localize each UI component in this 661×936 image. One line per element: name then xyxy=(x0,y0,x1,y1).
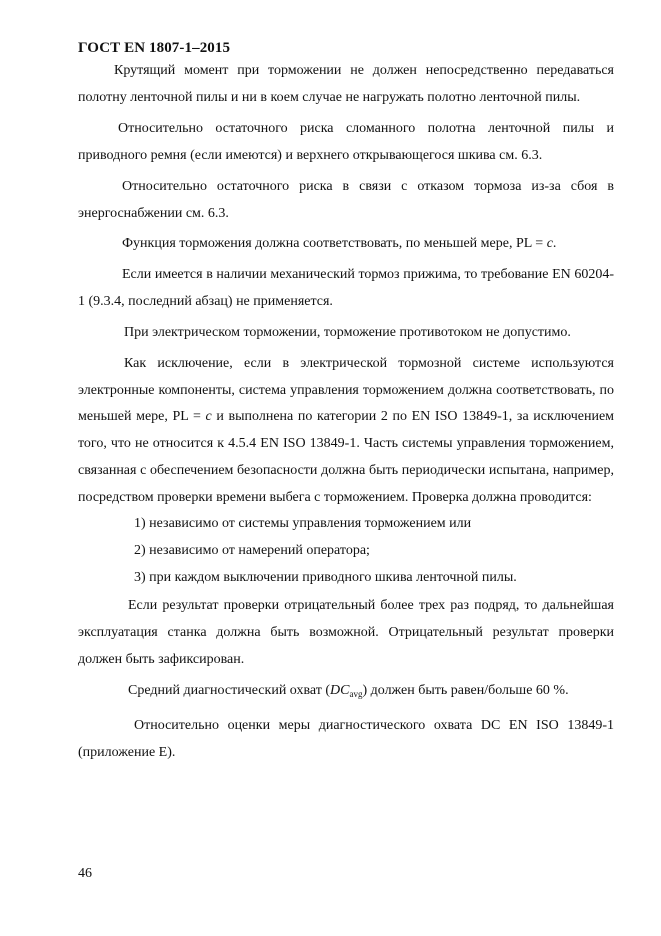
paragraph-braking-function xyxy=(78,231,614,258)
braking-function-suffix: . xyxy=(552,236,557,252)
exception-text-part1: Как исключение, если в электрической тормозной системе используются электронные компоненты, система управления торможением должна соответствовать, по меньшей мере, PL = xyxy=(78,356,614,425)
paragraph-dc-assessment: Относительно оценки меры диагностического охвата DC EN ISO 13849-1 (приложение Е). xyxy=(78,718,614,760)
paragraph-exception xyxy=(78,351,614,511)
dc-suffix: ) должен быть равен/больше 60 %. xyxy=(362,683,569,699)
paragraph-residual-risk-blade: Относительно остаточного риска сломанного полотна ленточной пилы и приводного ремня (если имеются) и верхнего открывающегося шкива см. 6.3. xyxy=(78,121,614,164)
exception-text-part2: и выполнена по категории 2 по EN ISO 13849-1, за исключением того, что не относится к 4.5.4 EN ISO 13849-1. Часть системы управления торможением, связанная с обеспечением безопасности должна быть периодически испытана, например, посредством проверки времени выбега с торможением. Проверка должна проводится: xyxy=(78,409,615,505)
dc-sub: avg xyxy=(349,689,363,700)
list-item: 3) при каждом выключении приводного шкива ленточной пилы. xyxy=(134,569,517,585)
pl-value-2: c xyxy=(205,409,212,425)
pl-value: c xyxy=(546,236,553,252)
paragraph-electric-braking: При электрическом торможении, торможение противотоком не допустимо. xyxy=(124,325,571,341)
list-item: 2) независимо от намерений оператора; xyxy=(134,542,370,558)
paragraph-negative-result: Если результат проверки отрицательный более трех раз подряд, то дальнейшая эксплуатация станка должна быть возможной. Отрицательный результат проверки должен быть зафиксирован. xyxy=(78,598,614,667)
page-number: 46 xyxy=(78,866,92,881)
list-item: 1) независимо от системы управления торможением или xyxy=(134,516,472,532)
dc-var: DC xyxy=(330,683,350,699)
document-body xyxy=(78,58,614,767)
document-header: ГОСТ EN 1807-1–2015 xyxy=(78,40,231,56)
paragraph-mechanical-brake: Если имеется в наличии механический тормоз прижима, то требование EN 60204-1 (9.3.4, последний абзац) не применяется. xyxy=(78,266,614,309)
paragraph-braking-torque: Крутящий момент при торможении не должен непосредственно передаваться полотну ленточной пилы и ни в коем случае не нагружать полотно ленточной пилы. xyxy=(78,63,614,105)
dc-prefix: Средний диагностический охват ( xyxy=(128,683,331,699)
braking-function-text: Функция торможения должна соответствовать, по меньшей мере, PL = xyxy=(122,236,544,252)
paragraph-diagnostic-coverage xyxy=(78,678,614,708)
paragraph-residual-risk-brake: Относительно остаточного риска в связи с отказом тормоза из-за сбоя в энергоснабжении см. 6.3. xyxy=(78,178,614,221)
